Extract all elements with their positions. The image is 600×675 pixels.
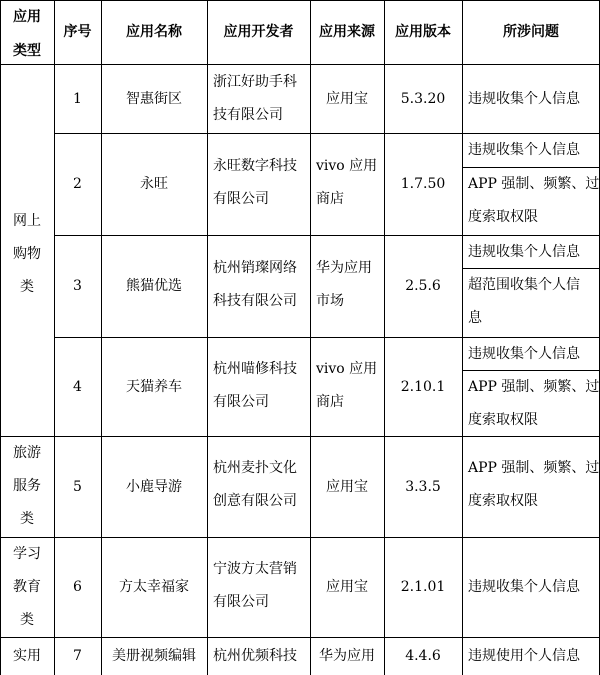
row-developer: 杭州喵修科技 有限公司 xyxy=(213,361,297,410)
row-source: vivo 应用 商店 xyxy=(316,158,378,207)
row-no: 3 xyxy=(73,278,82,294)
header-developer: 应用开发者 xyxy=(223,24,294,40)
row-issue: APP 强制、频繁、过 度索取权限 xyxy=(468,176,600,225)
row-source: 华为应用 xyxy=(319,648,375,664)
row-source: vivo 应用 商店 xyxy=(316,361,378,410)
header-version: 应用版本 xyxy=(395,24,451,40)
row-developer: 杭州销璨网络 科技有限公司 xyxy=(213,260,297,309)
row-version: 3.3.5 xyxy=(405,478,441,495)
row-version: 4.4.6 xyxy=(405,648,441,664)
category-cell: 网上 购物 类 xyxy=(13,213,41,295)
row-version: 1.7.50 xyxy=(400,176,446,192)
row-issue: APP 强制、频繁、过 度索取权限 xyxy=(468,379,600,428)
header-name: 应用名称 xyxy=(126,24,182,40)
row-source: 应用宝 xyxy=(326,579,368,595)
row-name: 熊猫优选 xyxy=(126,278,182,294)
row-issue: APP 强制、频繁、过 度索取权限 xyxy=(468,460,600,509)
header-type: 应用 类型 xyxy=(13,9,41,59)
row-no: 5 xyxy=(73,478,82,495)
row-developer: 永旺数字科技 有限公司 xyxy=(213,158,297,207)
row-name: 小鹿导游 xyxy=(126,478,182,495)
row-developer: 宁波方太营销 有限公司 xyxy=(213,561,297,610)
row-name: 智惠街区 xyxy=(126,90,182,107)
category-cell: 实用 xyxy=(13,648,41,664)
row-name: 美册视频编辑 xyxy=(112,648,196,664)
category-cell: 旅游 服务 类 xyxy=(13,445,41,527)
header-issue: 所涉问题 xyxy=(503,24,559,40)
row-version: 2.1.01 xyxy=(400,579,446,595)
row-no: 7 xyxy=(73,648,82,664)
row-developer: 浙江好助手科 技有限公司 xyxy=(213,74,297,123)
row-name: 方太幸福家 xyxy=(119,579,189,595)
row-issue: 超范围收集个人信 息 xyxy=(468,277,580,326)
row-version: 2.10.1 xyxy=(400,378,446,395)
row-no: 1 xyxy=(73,90,82,107)
row-issue: 违规收集个人信息 xyxy=(468,243,580,260)
row-no: 6 xyxy=(73,579,82,595)
row-source: 应用宝 xyxy=(326,90,368,107)
row-issue: 违规收集个人信息 xyxy=(468,90,580,107)
row-version: 2.5.6 xyxy=(405,278,441,294)
header-no: 序号 xyxy=(63,24,92,40)
row-developer: 杭州优频科技 xyxy=(213,648,297,664)
row-no: 4 xyxy=(73,378,82,395)
row-source: 华为应用 市场 xyxy=(316,260,372,309)
header-source: 应用来源 xyxy=(319,24,375,40)
row-issue: 违规收集个人信息 xyxy=(468,579,580,595)
row-no: 2 xyxy=(73,176,82,192)
category-cell: 学习 教育 类 xyxy=(13,546,41,628)
row-issue: 违规收集个人信息 xyxy=(468,345,580,362)
row-developer: 杭州麦扑文化 创意有限公司 xyxy=(213,460,297,509)
row-name: 天猫养车 xyxy=(126,378,182,395)
row-name: 永旺 xyxy=(140,176,168,192)
row-source: 应用宝 xyxy=(326,478,368,495)
row-issue: 违规使用个人信息 xyxy=(468,648,580,664)
row-issue: 违规收集个人信息 xyxy=(468,142,580,158)
row-version: 5.3.20 xyxy=(400,90,446,107)
